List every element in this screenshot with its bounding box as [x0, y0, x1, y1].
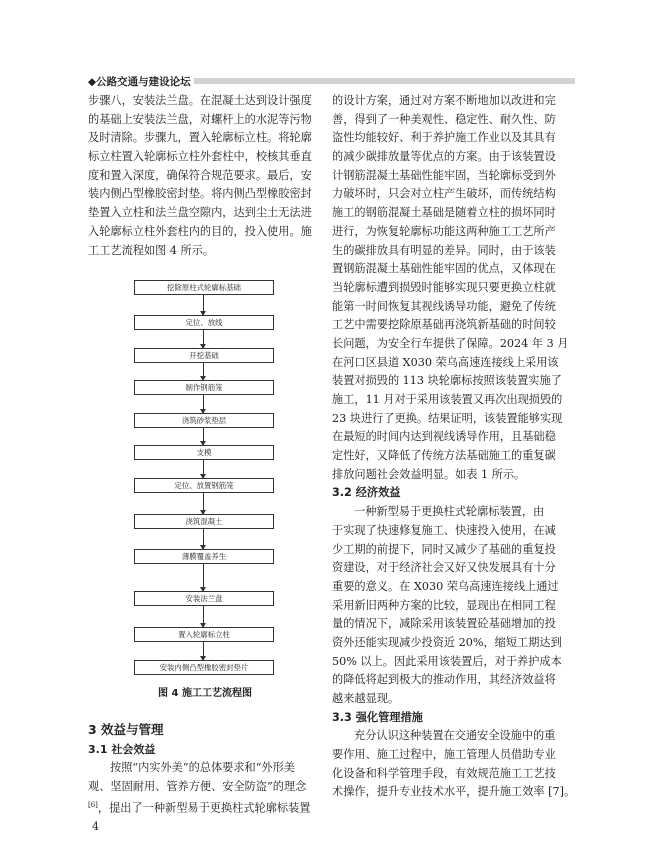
- page-number: 4: [92, 820, 99, 833]
- flow-step-5: 浇筑砂浆垫层: [134, 413, 274, 428]
- text-line: 23 块进行了更换。结果证明，该装置能够实现: [332, 411, 563, 425]
- text-line: 置钢筋混凝土基础性能牢固的优点，又体现在: [332, 262, 556, 276]
- flow-arrow: [203, 606, 204, 627]
- left-column: [88, 92, 322, 260]
- flow-step-6: 支模: [134, 445, 274, 460]
- flow-step-7: 定位、放置钢筋笼: [134, 478, 274, 493]
- text-line: 盗性均能较好、利于养护施工作业以及其具有: [332, 131, 556, 145]
- text-line: 施工，11 月对于采用该装置又再次出现损毁的: [332, 393, 563, 406]
- text-line: 能第一时间恢复其视线诱导功能，避免了传统: [332, 299, 556, 313]
- text-line: 的基础上安装法兰盘，对螺杆上的水泥等污物: [88, 112, 312, 126]
- text-line: 采用新旧两种方案的比较，显现出在相同工程: [332, 598, 556, 612]
- text-line: 排放问题社会效益明显。如表 1 所示。: [332, 467, 526, 481]
- text-line: 步骤八，安装法兰盘。在混凝土达到设计强度: [88, 94, 312, 107]
- text-line: 要作用、施工过程中，施工管理人员借助专业: [332, 748, 556, 762]
- flow-step-12: 安装内侧凸型橡胶密封垫片: [134, 660, 274, 675]
- flow-arrow: [203, 529, 204, 549]
- flow-step-9: 薄膜覆盖养生: [134, 549, 274, 564]
- text-line: 量的情况下，减除采用该装置砼基础增加的投: [332, 617, 556, 631]
- flow-arrow: [203, 642, 204, 660]
- text-line: 观、坚固耐用、管养方便、安全防盗”的理念: [88, 779, 307, 793]
- flow-arrow: [203, 493, 204, 514]
- text-line: 垫置入立柱和法兰盘空隙内，达到尘土无法进: [88, 206, 312, 220]
- subsection-heading: 3.3 强化管理措施: [332, 710, 423, 724]
- text-line: 及时清除。步骤九，置入轮廓标立柱。将轮廓: [88, 131, 312, 145]
- journal-header: ◆公路交通与建设论坛: [88, 76, 191, 88]
- text-line: 的设计方案，通过对方案不断地加以改进和完: [332, 94, 556, 107]
- text-line: 标立柱置入轮廓标立柱外套柱中，校核其垂直: [88, 150, 312, 164]
- text-line: 越来越显现。: [332, 692, 400, 705]
- text-line: 重要的意义。在 X030 荣乌高速连接线上通过: [332, 579, 559, 593]
- text-line: 一种新型易于更换柱式轮廓标装置，由: [354, 505, 545, 519]
- text-line: 进行，为恢复轮廓标功能这两种施工工艺所产: [332, 224, 556, 238]
- header-rule: [194, 78, 575, 84]
- text-line: 当轮廓标遭到损毁时能够实现只要更换立柱就: [332, 280, 556, 294]
- flow-arrow: [203, 395, 204, 413]
- text-line: 善，得到了一种美观性、稳定性、耐久性、防: [332, 112, 556, 126]
- flow-arrow: [203, 428, 204, 445]
- flow-arrow: [203, 363, 204, 380]
- text-line: 施工的钢筋混凝土基础是随着立柱的损坏同时: [332, 206, 556, 220]
- text-span: ，提出了一种新型易于更换柱式轮廓标装置: [97, 802, 311, 816]
- flow-arrow: [203, 564, 204, 591]
- text-line: 资建设，对于经济社会又好又快发展具有十分: [332, 561, 556, 575]
- text-line: 50% 以上。因此采用该装置后，对于养护成本: [332, 654, 562, 668]
- flow-step-2: 定位、放线: [134, 315, 274, 330]
- section-3-1-text: [88, 759, 322, 815]
- right-column: [332, 92, 576, 802]
- flow-arrow: [203, 460, 204, 478]
- text-line: 在最短的时间内达到视线诱导作用，且基础稳: [332, 430, 556, 444]
- flow-arrow: [203, 330, 204, 348]
- text-line: 在河口区县道 X030 荣乌高速连接线上采用该: [332, 355, 559, 369]
- figure-caption: 图 4 施工工艺流程图: [158, 688, 252, 699]
- text-line: 力破坏时，只会对立柱产生破坏，而传统结构: [332, 187, 556, 201]
- text-line: 工艺中需要挖除原基础再浇筑新基础的时间较: [332, 318, 556, 332]
- subsection-heading: 3.2 经济效益: [332, 486, 401, 500]
- text-line: 定性好，又降低了传统方法基础施工的重复碳: [332, 449, 556, 463]
- text-line: 计钢筋混凝土基础性能牢固，当轮廓标受到外: [332, 168, 556, 182]
- text-line: 按照“内实外美”的总体要求和“外形美: [110, 761, 295, 774]
- flow-step-4: 制作钢筋笼: [134, 380, 274, 395]
- construction-flowchart: [88, 280, 322, 670]
- text-line: 工工艺流程如图 4 所示。: [88, 243, 215, 257]
- subsection-heading: 3.1 社会效益: [88, 743, 156, 756]
- text-line: 长问题，为安全行车提供了保障。2024 年 3 月: [332, 336, 569, 350]
- flow-step-3: 开挖基础: [134, 348, 274, 363]
- text-line: 资外还能实现减少投资近 20%，缩短工期达到: [332, 635, 562, 649]
- text-line: 充分认识这种装置在交通安全设施中的重: [354, 729, 556, 743]
- citation-ref: [6]: [88, 801, 98, 810]
- text-line: 装置对损毁的 113 块轮廓标按照该装置实施了: [332, 374, 562, 388]
- flow-step-11: 置入轮廓标立柱: [134, 627, 274, 642]
- text-line: 装内侧凸型橡胶密封垫。将内侧凸型橡胶密封: [88, 187, 312, 201]
- text-line: 术操作，提升专业技术水平，提升施工效率 [7]。: [332, 785, 576, 799]
- flow-arrow: [203, 295, 204, 315]
- text-line: 的减少碳排放量等优点的方案。由于该装置设: [332, 150, 556, 164]
- text-line: [88, 796, 322, 815]
- text-line: 入轮廓标立柱外套柱内的目的，投入使用。施: [88, 224, 312, 238]
- text-line: 生的碳排放具有明显的差异。同时，由于该装: [332, 243, 556, 257]
- text-line: 于实现了快速修复施工、快速投入使用，在减: [332, 523, 556, 537]
- flow-step-8: 浇筑混凝土: [134, 514, 274, 529]
- text-line: 的降低将起到极大的推动作用，其经济效益将: [332, 673, 556, 687]
- section-heading: 3 效益与管理: [88, 722, 164, 737]
- text-line: 化设备和科学管理手段，有效规范施工工艺技: [332, 766, 556, 780]
- flow-step-1: 挖除原柱式轮廓标基础: [134, 280, 274, 295]
- text-line: 度和置入深度，确保符合规范要求。最后，安: [88, 168, 312, 182]
- flow-step-10: 安装法兰盘: [134, 591, 274, 606]
- text-line: 少工期的前提下，同时又减少了基础的重复投: [332, 542, 556, 556]
